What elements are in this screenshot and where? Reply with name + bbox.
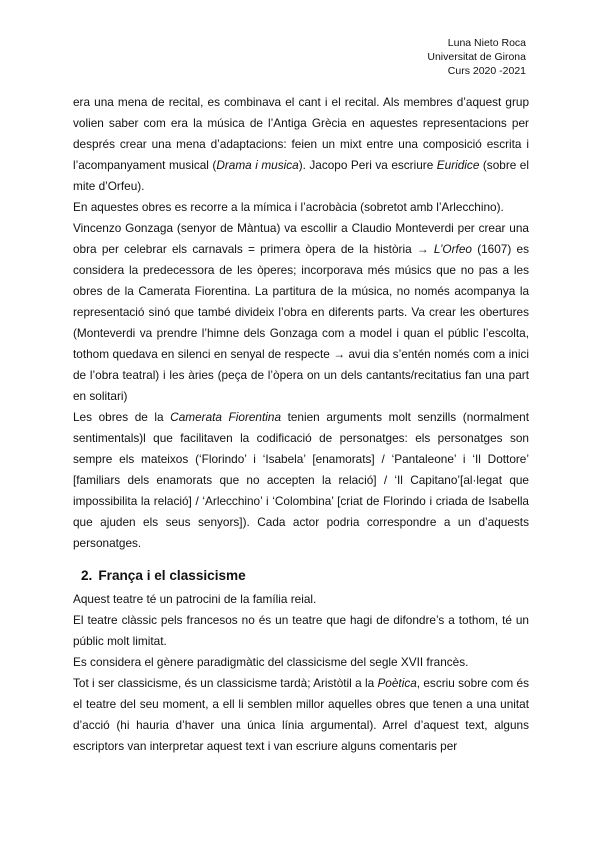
italic-title: Camerata Fiorentina — [170, 410, 282, 424]
section-title: França i el classicisme — [98, 568, 246, 583]
paragraph-genere: Es considera el gènere paradigmàtic del classicisme del segle XVII francès. — [73, 655, 469, 669]
text-run: Tot i ser classicisme, és un classicisme tardà; Aristòtil a la — [73, 676, 378, 690]
paragraph-monteverdi — [73, 218, 529, 407]
text-run: ). Jacopo Peri va escriure — [298, 158, 437, 172]
paragraph-camerata — [73, 407, 529, 554]
institution-name: Universitat de Girona — [427, 51, 526, 63]
paragraph-mimica: En aquestes obres es recorre a la mímica i l’acrobàcia (sobretot amb l’Arlecchino). — [73, 200, 504, 214]
italic-title: Drama i musica — [216, 158, 299, 172]
paragraph-teatre-classic: El teatre clàssic pels francesos no és un teatre que hagi de difondre’s a tothom, té un públic molt limitat. — [73, 613, 529, 648]
text-run: (1607) es considera la predecessora de les òperes; incorporava més músics que no pas a les obres de la Camerata Fiorentina. La partitura de la música, no només acompanya la representació sinó que també divideix l’obra en diferents parts. Va crear les obertures (Monteverdi va prendre l’himne dels Gonzaga com a model i quan el públic l’escolta, tothom quedava en silenci en senyal de respecte → avui dia s’entén només com a inici de l’obra teatral) i les àries (peça de l’òpera on un dels cantants/recitatius fan una part en solitari) — [73, 242, 529, 403]
course-year: Curs 2020 -2021 — [447, 65, 526, 77]
text-run: (sobre el mite d’Orfeu). — [73, 158, 529, 193]
text-run: Vincenzo Gonzaga (senyor de Màntua) va escollir a Claudio Monteverdi per crear una obra per celebrar els carnavals = primera òpera de la història → — [73, 221, 529, 256]
text-run: era una mena de recital, es combinava el cant i el recital. Als membres d’aquest grup volien saber com era la música de l’Antiga Grècia en aquestes representacions per després crear una mena d’adaptacions: feien un mixt entre una composició escrita i l’acompanyament musical ( — [73, 95, 529, 172]
italic-title: L’Orfeo — [433, 242, 472, 256]
page-header — [427, 36, 526, 78]
text-run: , escriu sobre com és el teatre del seu moment, a ell li semblen millor aquelles obres que tenen a una unitat d’acció (hi hauria d’haver una única línia argumental). Arrel d’aquest text, alguns escriptors van interpretar aquest text i van escriure alguns comentaris per — [73, 676, 529, 753]
paragraph-aristotil — [73, 673, 529, 757]
paragraph-recital — [73, 92, 529, 197]
text-run: tenien arguments molt senzills (normalment sentimentals)l que facilitaven la codificació de personatges: els personatges son sempre els mateixos (‘Florindo’ i ‘Isabela’ [enamorats] / ‘Pantaleone’ i ‘Il Dottore’ [familiars dels enamorats que no accepten la relació] / ‘Il Capitano’[al·legat que impossibilita la relació] / ‘Arlecchino’ i ‘Colombina’ [criat de Florindo i criada de Isabella que ajuden els seus senyors]). Cada actor podria correspondre a un d’aquests personatges. — [73, 410, 529, 550]
document-body — [73, 92, 529, 757]
text-run: Les obres de la — [73, 410, 171, 424]
italic-title: Euridice — [436, 158, 480, 172]
author-name: Luna Nieto Roca — [447, 37, 526, 49]
paragraph-patrocini: Aquest teatre té un patrocini de la família reial. — [73, 592, 317, 606]
italic-title: Poètica — [377, 676, 417, 690]
section-number: 2. — [81, 568, 93, 583]
section-heading — [81, 565, 529, 587]
